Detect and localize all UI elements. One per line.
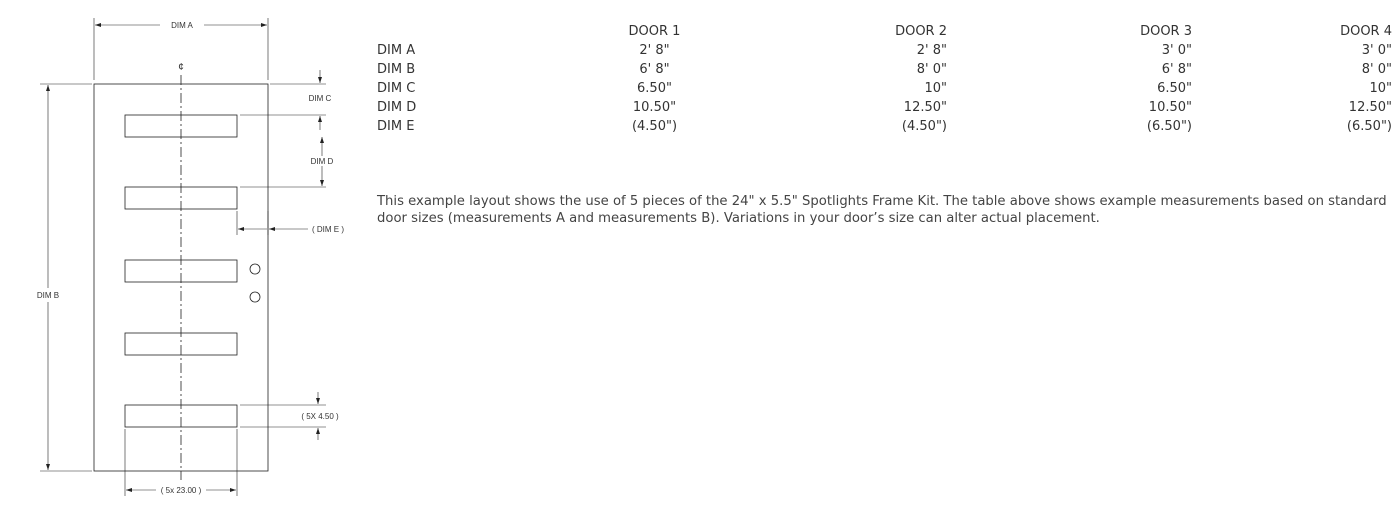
table-cell: 10.50" (1148, 100, 1192, 115)
table-cell: 3' 0" (1161, 43, 1192, 58)
column-header: DOOR 2 (895, 24, 947, 39)
table-cell: 8' 0" (916, 62, 947, 77)
table-cell: 6.50" (637, 81, 672, 96)
column-header: DOOR 3 (1140, 24, 1192, 39)
door-layout-drawing (0, 0, 360, 512)
hole-1 (250, 264, 260, 274)
table-row (377, 41, 1392, 60)
table-cell: 12.50" (903, 100, 947, 115)
column-header: DOOR 4 (1340, 24, 1392, 39)
table-row (377, 98, 1392, 117)
row-label: DIM B (377, 62, 416, 77)
frame-spacing-label: ( 5X 4.50 ) (301, 412, 339, 421)
table-cell: (6.50") (1146, 119, 1192, 134)
table-header-row (377, 22, 1392, 41)
table-cell: 6' 8" (1161, 62, 1192, 77)
dim-b-label: DIM B (36, 291, 60, 300)
dimensions-table (377, 22, 1392, 136)
dim-c-label: DIM C (308, 94, 332, 103)
row-label: DIM A (377, 43, 416, 58)
table-cell: (4.50") (901, 119, 947, 134)
dim-d-label: DIM D (310, 157, 334, 166)
table-row (377, 79, 1392, 98)
table-cell: (6.50") (1346, 119, 1392, 134)
table-cell: 8' 0" (1361, 62, 1392, 77)
table-cell: 10.50" (632, 100, 677, 115)
table-cell: 10" (1369, 81, 1392, 96)
table-row (377, 60, 1392, 79)
table-cell: 12.50" (1348, 100, 1392, 115)
row-label: DIM E (377, 119, 415, 134)
table-cell: (4.50") (631, 119, 678, 134)
table-cell: 6' 8" (639, 62, 670, 77)
table-cell: 10" (924, 81, 947, 96)
table-cell: 2' 8" (639, 43, 670, 58)
table-cell: 6.50" (1157, 81, 1192, 96)
centerline-symbol: ¢ (178, 62, 184, 73)
hole-2 (250, 292, 260, 302)
table-cell: 3' 0" (1361, 43, 1392, 58)
column-header: DOOR 1 (628, 24, 681, 39)
table-cell: 2' 8" (916, 43, 947, 58)
dim-a-label: DIM A (171, 21, 193, 30)
dim-e-label: ( DIM E ) (312, 225, 344, 234)
table-row (377, 117, 1392, 136)
row-label: DIM C (377, 81, 416, 96)
frame-width-label: ( 5x 23.00 ) (160, 486, 202, 495)
row-label: DIM D (377, 100, 417, 115)
layout-description: This example layout shows the use of 5 pieces of the 24" x 5.5" Spotlights Frame Kit. The table above shows example measurements based on standard door sizes (measurements A and measurements B). Variations in your door’s size can alter actual placement. (377, 194, 1387, 226)
